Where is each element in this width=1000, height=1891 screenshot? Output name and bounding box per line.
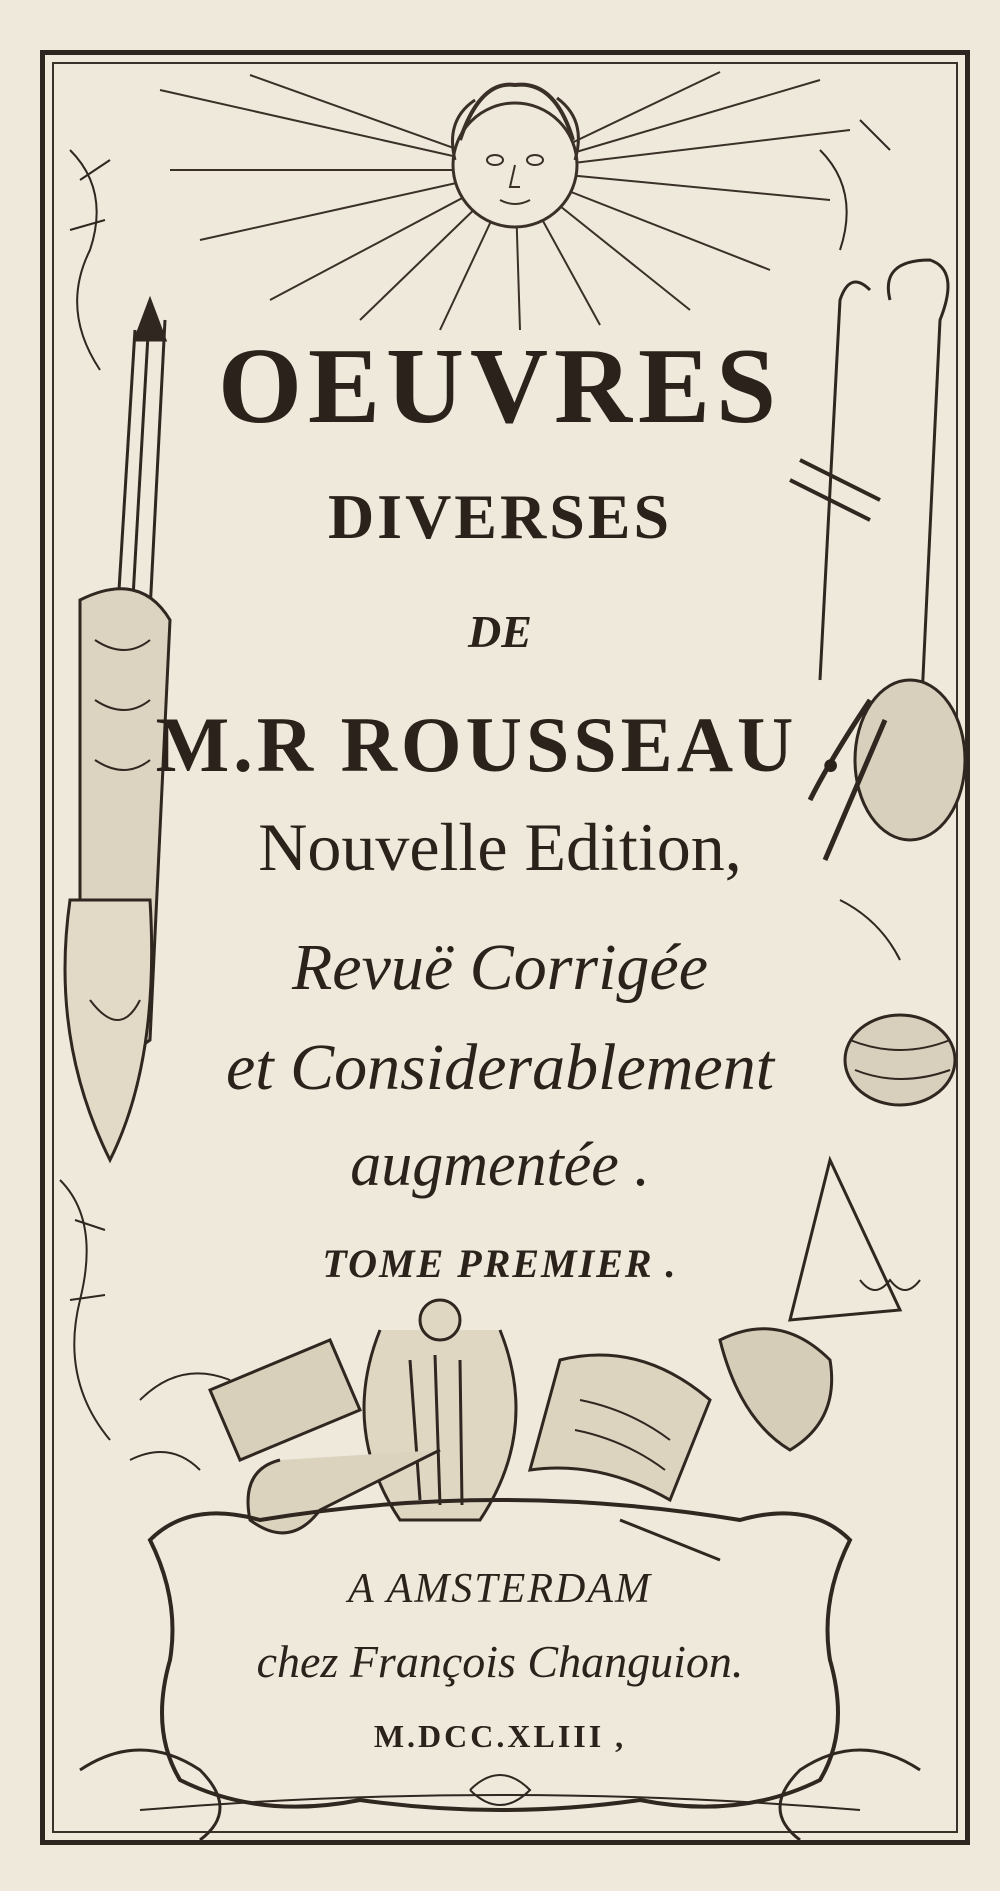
volume-label: TOME PREMIER . — [322, 1241, 678, 1286]
edition-line: Nouvelle Edition, — [258, 809, 742, 885]
title-line-diverses: DIVERSES — [327, 481, 673, 552]
author-name: M.R ROUSSEAU . — [155, 701, 845, 788]
preposition-de: DE — [468, 606, 532, 657]
imprint-date: M.DCC.XLIII , — [373, 1718, 627, 1754]
sun-face-icon — [160, 72, 850, 330]
lyre-instruments-ornament — [130, 1300, 832, 1560]
title-line-oeuvres: OEUVRES — [217, 327, 783, 446]
imprint-publisher: chez François Changuion. — [256, 1636, 744, 1687]
imprint-place: A AMSTERDAM — [348, 1566, 652, 1612]
revision-line-1: Revuë Corrigée — [291, 931, 708, 1004]
revision-line-2: et Considerablement — [225, 1031, 775, 1104]
revision-line-3: augmentée . — [350, 1131, 650, 1199]
